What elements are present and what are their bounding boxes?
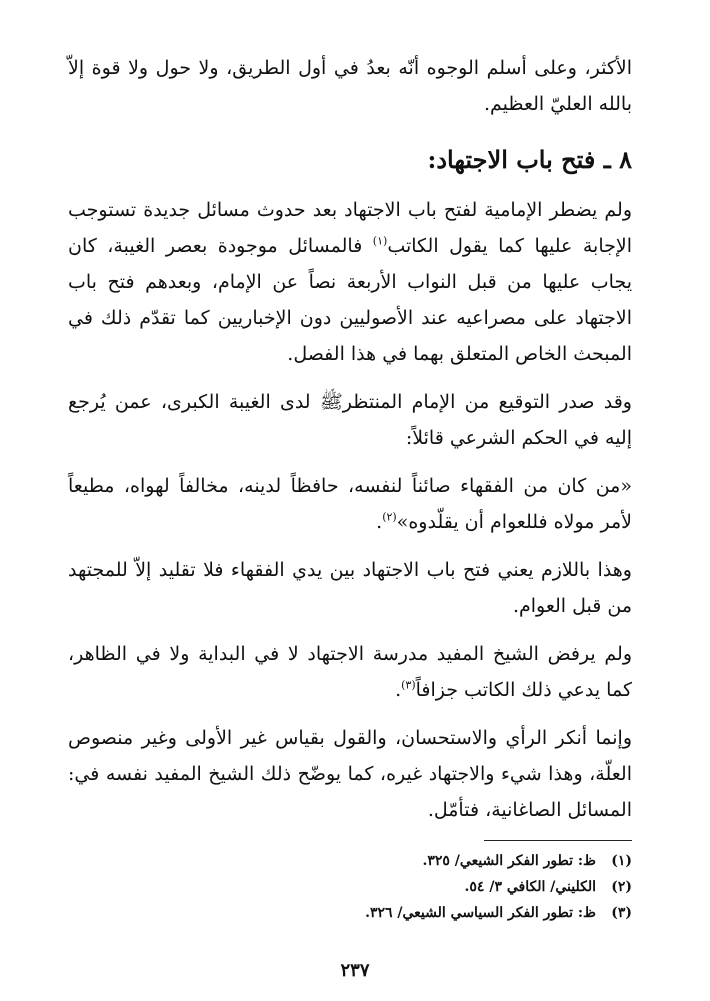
footnote-ref-2[interactable]: (٢) — [382, 510, 397, 524]
footnotes — [232, 848, 632, 926]
footnote-ref-1[interactable]: (١) — [372, 234, 388, 248]
footnote-ref-3[interactable]: (٣) — [401, 678, 416, 692]
paragraph-text-cont: فالمسائل موجودة بعصر الغيبة، كان يجاب عليها من قبل النواب الأربعة نصاً عن الإمام، وبعدهم فتح باب الاجتهاد على مصراعيه عند الأصوليين دون الإخباريين كما تقدّم ذلك في المبحث الخاص المتعلق بهما في هذا الفصل. — [68, 235, 632, 365]
footnote-item — [232, 874, 632, 900]
footnote-item — [232, 848, 632, 874]
paragraph-continuation: الأكثر، وعلى أسلم الوجوه أنّه بعدُ في أول الطريق، ولا حول ولا قوة إلاّ بالله العليّ العظيم. — [68, 57, 632, 115]
paragraph-ijtihad-intro — [68, 192, 632, 372]
footnote-text: الكليني/ الكافي ٣/ ٥٤. — [464, 879, 596, 895]
paragraph-text: ولم يضطر الإمامية لفتح باب الاجتهاد بعد حدوث مسائل جديدة تستوجب الإجابة عليها كما يقول الكاتب — [68, 199, 632, 257]
paragraph-rejection: وإنما أنكر الرأي والاستحسان، والقول بقياس غير الأولى وغير منصوص العلّة، وهذا شيء والاجتهاد غيره، كما يوضّح ذلك الشيخ المفيد نفسه في: المسائل الصاغانية، فتأمّل. — [68, 727, 632, 821]
paragraph-text: ولم يرفض الشيخ المفيد مدرسة الاجتهاد لا في البداية ولا في الظاهر، كما يدعي ذلك الكاتب جزافاً — [68, 643, 632, 701]
honorific-glyph: ﷺ — [319, 391, 343, 413]
page-number: ٢٣٧ — [340, 960, 370, 981]
paragraph-mufid: ولم يرفض الشيخ المفيد مدرسة الاجتهاد لا في البداية ولا في الظاهر، كما يدعي ذلك الكاتب جزافاً$^{(٣)}$. — [68, 643, 632, 701]
paragraph-quote: «من كان من الفقهاء صائناً لنفسه، حافظاً لدينه، مخالفاً لهواه، مطيعاً لأمر مولاه فللعوام أن يقلّدوه»$^{(٢)}$. — [68, 475, 632, 533]
footnote-text: ظ: تطور الفكر السياسي الشيعي/ ٣٢٦. — [365, 905, 596, 921]
quote-text: «من كان من الفقهاء صائناً لنفسه، حافظاً لدينه، مخالفاً لهواه، مطيعاً لأمر مولاه فللعوام أن يقلّدوه» — [68, 475, 632, 533]
paragraph-conclusion: وهذا باللازم يعني فتح باب الاجتهاد بين يدي الفقهاء فلا تقليد إلاّ للمجتهد من قبل العوام. — [68, 559, 632, 617]
paragraph-text: وقد صدر التوقيع من الإمام المنتظرﷺ لدى الغيبة الكبرى، عمن يُرجع إليه في الحكم الشرعي قائلاً: — [68, 391, 632, 449]
footnote-item — [232, 900, 632, 926]
footnote-number: (٢) — [611, 879, 632, 895]
footnote-number: (٣) — [611, 905, 632, 921]
section-heading: ٨ ـ فتح باب الاجتهاد: — [427, 145, 632, 174]
footnote-text: ظ: تطور الفكر الشيعي/ ٣٢٥. — [422, 853, 596, 869]
footnote-number: (١) — [611, 853, 632, 869]
footnote-divider — [484, 840, 632, 841]
paragraph-tawqi — [68, 384, 632, 456]
